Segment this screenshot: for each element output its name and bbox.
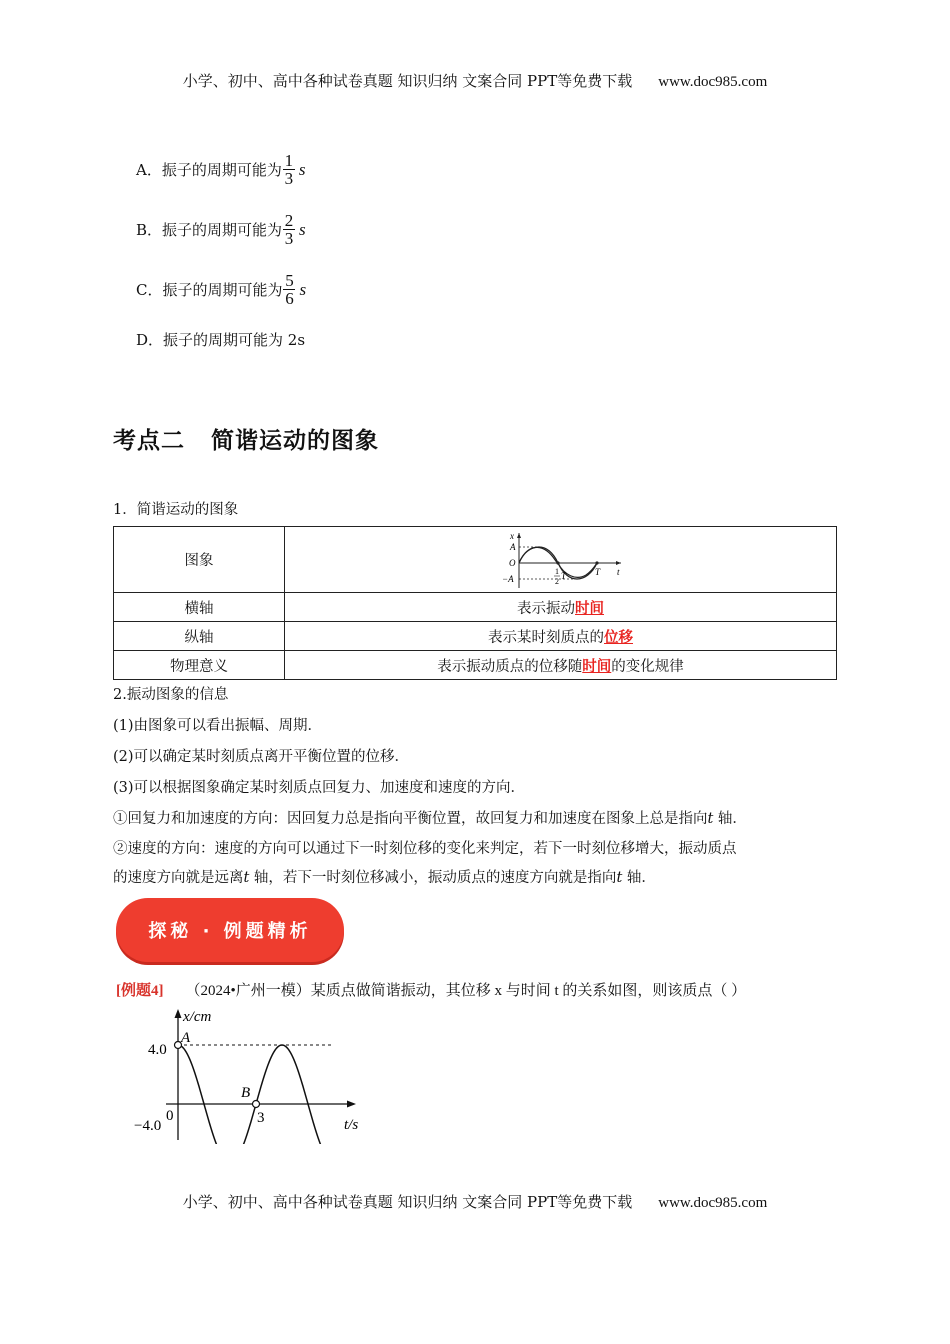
t-axis-arrow bbox=[616, 561, 621, 565]
cell-text: 的变化规律 bbox=[611, 658, 684, 675]
label-half-den: 2 bbox=[554, 576, 559, 586]
footer-text: 小学、初中、高中各种试卷真题 知识归纳 文案合同 PPT等免费下载 bbox=[182, 1193, 633, 1211]
sine-graph-small bbox=[496, 530, 626, 590]
option-d bbox=[136, 329, 305, 350]
option-b bbox=[136, 212, 306, 247]
frac-den: 3 bbox=[284, 229, 294, 248]
table-cell-label: 物理意义 bbox=[114, 651, 285, 680]
example-text: （2024•广州一模）某质点做简谐振动，其位移 x 与时间 t 的关系如图，则该质点（ ） bbox=[185, 983, 747, 999]
tick-label-top: 4.0 bbox=[148, 1042, 167, 1058]
frac-num: 1 bbox=[284, 151, 294, 170]
option-a-text: A．振子的周期可能为 bbox=[136, 161, 282, 179]
option-b-unit: s bbox=[299, 219, 306, 239]
option-b-text: B．振子的周期可能为 bbox=[136, 221, 283, 239]
label-neg-a: −A bbox=[501, 573, 514, 584]
table-cell-value bbox=[285, 622, 837, 651]
option-a-unit: s bbox=[298, 159, 306, 179]
info-line-5: ②速度的方向：速度的方向可以通过下一时刻位移的变化来判定，若下一时刻位移增大，振动质点 bbox=[113, 841, 737, 857]
footer-site[interactable]: www.doc985.com bbox=[658, 1195, 768, 1211]
page-footer bbox=[0, 1191, 950, 1212]
option-a bbox=[136, 152, 305, 187]
x-axis-arrow bbox=[175, 1009, 182, 1018]
option-b-fraction bbox=[283, 212, 295, 247]
info-line-4 bbox=[113, 807, 747, 828]
info-line-1: (1)由图象可以看出振幅、周期． bbox=[113, 718, 323, 734]
table-cell-value bbox=[285, 651, 837, 680]
table-cell-label: 横轴 bbox=[114, 593, 285, 622]
info-title: 2.振动图象的信息 bbox=[113, 687, 229, 703]
label-a: A bbox=[509, 541, 515, 552]
option-c-fraction bbox=[283, 272, 295, 307]
y-axis-label: x/cm bbox=[183, 1009, 212, 1025]
section-number: 考点二 bbox=[113, 428, 185, 454]
example-tag: [例题4] bbox=[116, 983, 164, 999]
frac-den: 3 bbox=[284, 169, 294, 188]
cell-highlight: 位移 bbox=[604, 628, 633, 646]
item-1-heading: 1．简谐运动的图象 bbox=[113, 502, 239, 518]
example-question bbox=[116, 979, 746, 1000]
info-line-3: (3)可以根据图象确定某时刻质点回复力、加速度和速度的方向． bbox=[113, 780, 526, 796]
header-site[interactable]: www.doc985.com bbox=[658, 74, 768, 90]
info-line-6 bbox=[113, 866, 656, 887]
table-cell-label: 纵轴 bbox=[114, 622, 285, 651]
cell-text: 表示振动 bbox=[517, 600, 575, 617]
tick-label-bottom: −4.0 bbox=[134, 1118, 162, 1134]
info-line-6-mid: 轴，若下一时刻位移减小，振动质点的速度方向就是指向 bbox=[249, 870, 617, 886]
frac-num: 2 bbox=[284, 211, 294, 230]
option-c-unit: s bbox=[299, 279, 307, 299]
x-axis-label: t/s bbox=[344, 1117, 359, 1133]
label-b: B bbox=[241, 1085, 251, 1101]
point-b bbox=[253, 1101, 260, 1108]
section-name: 简谐运动的图象 bbox=[211, 428, 379, 454]
info-line-2: (2)可以确定某时刻质点离开平衡位置的位移． bbox=[113, 749, 410, 765]
t-symbol: t bbox=[243, 870, 250, 886]
option-a-fraction bbox=[283, 152, 295, 187]
label-half-t: T bbox=[560, 570, 566, 581]
info-line-4-end: 轴． bbox=[713, 811, 747, 827]
table-cell-label: 图象 bbox=[114, 527, 285, 593]
info-line-6-text: 的速度方向就是远离 bbox=[113, 870, 244, 886]
option-c-text: C．振子的周期可能为 bbox=[136, 281, 283, 299]
half-period-point bbox=[556, 561, 559, 564]
info-line-6-end: 轴． bbox=[622, 870, 656, 886]
table-cell-value bbox=[285, 593, 837, 622]
table-row bbox=[114, 593, 837, 622]
tick-label-3: 3 bbox=[257, 1110, 265, 1126]
label-half-num: 1 bbox=[554, 566, 559, 576]
period-point bbox=[595, 561, 598, 564]
cell-highlight: 时间 bbox=[582, 657, 612, 675]
table-row bbox=[114, 622, 837, 651]
displacement-curve bbox=[178, 1045, 334, 1144]
section-title bbox=[113, 422, 379, 455]
option-d-text: D．振子的周期可能为 2s bbox=[136, 331, 306, 349]
t-symbol: t bbox=[707, 811, 714, 827]
example-banner: 探秘 · 例题精析 bbox=[116, 898, 344, 962]
t-symbol: t bbox=[616, 870, 623, 886]
page-header bbox=[0, 70, 950, 91]
cell-text: 表示振动质点的位移随 bbox=[437, 658, 583, 675]
x-axis-arrow bbox=[517, 533, 521, 538]
cell-highlight: 时间 bbox=[575, 599, 604, 617]
label-t-period: T bbox=[594, 566, 600, 577]
t-axis-arrow bbox=[347, 1101, 356, 1108]
info-line-4-text: ①回复力和加速度的方向：因回复力总是指向平衡位置，故回复力和加速度在图象上总是指向 bbox=[113, 811, 708, 827]
header-text: 小学、初中、高中各种试卷真题 知识归纳 文案合同 PPT等免费下载 bbox=[182, 72, 633, 90]
label-x: x bbox=[509, 530, 514, 541]
label-a: A bbox=[181, 1030, 191, 1046]
label-t-axis: t bbox=[616, 566, 620, 577]
table-row bbox=[114, 651, 837, 680]
shm-graph-table bbox=[113, 526, 837, 680]
frac-num: 5 bbox=[285, 271, 294, 290]
option-c bbox=[136, 272, 306, 307]
cell-text: 表示某时刻质点的 bbox=[488, 629, 604, 646]
origin-label: 0 bbox=[166, 1108, 174, 1124]
label-o: O bbox=[508, 557, 515, 568]
table-cell-graph bbox=[285, 527, 837, 593]
displacement-time-graph bbox=[126, 1004, 376, 1144]
table-row bbox=[114, 527, 837, 593]
frac-den: 6 bbox=[285, 289, 294, 308]
